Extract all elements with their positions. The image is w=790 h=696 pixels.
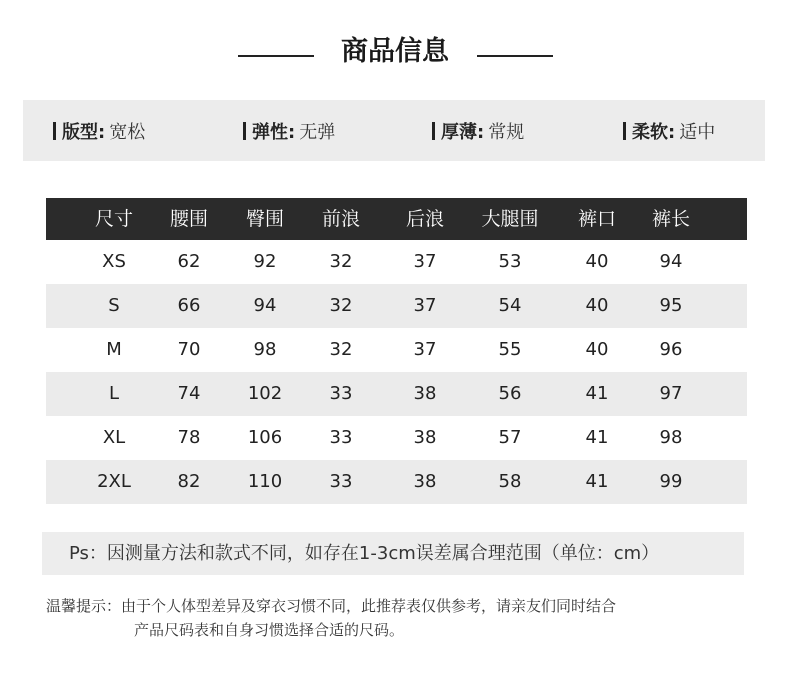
hip-cell: 98 <box>253 339 277 360</box>
front-rise-cell: 32 <box>329 295 353 316</box>
leg-opening-cell: 40 <box>585 339 609 360</box>
attribute-marker <box>432 122 435 140</box>
tips <box>46 594 766 642</box>
header-leg-opening: 裤口 <box>577 208 616 230</box>
tips-line-2: 产品尺码表和自身习惯选择合适的尺码。 <box>134 621 405 639</box>
attribute-value: 适中 <box>679 121 716 143</box>
section-title <box>0 30 790 74</box>
attribute-value: 无弹 <box>299 121 336 143</box>
header-waist: 腰围 <box>169 208 208 230</box>
attribute-key: 版型: <box>62 121 106 143</box>
hip-cell: 92 <box>253 251 277 272</box>
header-size: 尺寸 <box>94 208 133 230</box>
header-hip: 臀围 <box>245 208 284 230</box>
attribute-marker <box>623 122 626 140</box>
attribute-key: 弹性: <box>252 121 296 143</box>
thigh-cell: 58 <box>498 471 522 492</box>
waist-cell: 74 <box>177 383 201 404</box>
tips-label: 温馨提示： <box>46 597 122 615</box>
thigh-cell: 57 <box>498 427 522 448</box>
thigh-cell: 54 <box>498 295 522 316</box>
back-rise-cell: 38 <box>413 383 437 404</box>
size-table <box>46 198 747 504</box>
back-rise-cell: 37 <box>413 251 437 272</box>
leg-opening-cell: 40 <box>585 295 609 316</box>
page-title: 商品信息 <box>341 36 449 67</box>
back-rise-cell: 37 <box>413 295 437 316</box>
size-cell: XS <box>102 251 126 272</box>
leg-opening-cell: 41 <box>585 427 609 448</box>
leg-opening-cell: 40 <box>585 251 609 272</box>
size-cell: S <box>108 295 120 316</box>
length-cell: 98 <box>659 427 683 448</box>
length-cell: 99 <box>659 471 683 492</box>
front-rise-cell: 33 <box>329 471 353 492</box>
header-length: 裤长 <box>651 208 690 230</box>
attribute-value: 宽松 <box>109 121 146 143</box>
attribute-elasticity <box>243 100 335 161</box>
table-row <box>46 240 747 284</box>
length-cell: 95 <box>659 295 683 316</box>
leg-opening-cell: 41 <box>585 383 609 404</box>
attributes-bar <box>23 100 765 161</box>
leg-opening-cell: 41 <box>585 471 609 492</box>
size-cell: L <box>108 383 120 404</box>
length-cell: 96 <box>659 339 683 360</box>
back-rise-cell: 38 <box>413 471 437 492</box>
size-cell: M <box>106 339 122 360</box>
table-row <box>46 328 747 372</box>
length-cell: 97 <box>659 383 683 404</box>
front-rise-cell: 33 <box>329 427 353 448</box>
back-rise-cell: 37 <box>413 339 437 360</box>
thigh-cell: 55 <box>498 339 522 360</box>
attribute-marker <box>53 122 56 140</box>
attribute-key: 厚薄: <box>441 121 485 143</box>
table-row <box>46 372 747 416</box>
header-front-rise: 前浪 <box>321 208 360 230</box>
length-cell: 94 <box>659 251 683 272</box>
waist-cell: 78 <box>177 427 201 448</box>
waist-cell: 62 <box>177 251 201 272</box>
attribute-softness <box>623 100 715 161</box>
size-table-header <box>46 198 747 240</box>
hip-cell: 94 <box>253 295 277 316</box>
waist-cell: 82 <box>177 471 201 492</box>
table-row <box>46 284 747 328</box>
attribute-key: 柔软: <box>632 121 676 143</box>
attribute-value: 常规 <box>488 121 525 143</box>
waist-cell: 66 <box>177 295 201 316</box>
hip-cell: 102 <box>247 383 283 404</box>
tips-line-1: 由于个人体型差异及穿衣习惯不同，此推荐表仅供参考，请亲友们同时结合 <box>121 597 617 615</box>
size-table-body <box>46 240 747 504</box>
waist-cell: 70 <box>177 339 201 360</box>
table-row <box>46 460 747 504</box>
attribute-marker <box>243 122 246 140</box>
attribute-thickness <box>432 100 524 161</box>
front-rise-cell: 33 <box>329 383 353 404</box>
title-divider-right <box>477 55 553 57</box>
front-rise-cell: 32 <box>329 339 353 360</box>
front-rise-cell: 32 <box>329 251 353 272</box>
size-cell: XL <box>102 427 126 448</box>
size-cell: 2XL <box>97 471 131 492</box>
hip-cell: 106 <box>247 427 283 448</box>
thigh-cell: 56 <box>498 383 522 404</box>
back-rise-cell: 38 <box>413 427 437 448</box>
header-back-rise: 后浪 <box>405 208 444 230</box>
attribute-fit <box>53 100 145 161</box>
hip-cell: 110 <box>247 471 283 492</box>
thigh-cell: 53 <box>498 251 522 272</box>
header-thigh: 大腿围 <box>481 208 539 230</box>
table-row <box>46 416 747 460</box>
measurement-note: Ps：因测量方法和款式不同，如存在1-3cm误差属合理范围（单位：cm） <box>42 532 744 575</box>
